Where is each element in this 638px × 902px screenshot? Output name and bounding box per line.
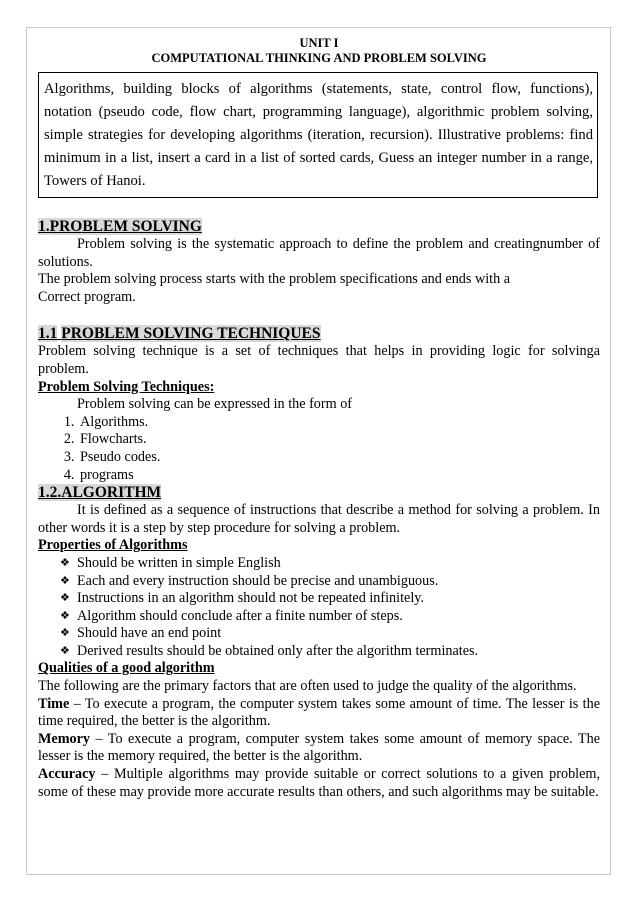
diamond-bullet-icon: ❖ — [60, 574, 70, 587]
paragraph-technique-intro: Problem solving can be expressed in the form of — [77, 396, 353, 413]
paragraph-time: Time – To execute a program, the computer system takes some amount of time. The lesser is the time required, the better is the algorithm. — [38, 695, 600, 730]
paragraph-correct-program: Correct program. — [38, 288, 136, 305]
diamond-bullet-icon: ❖ — [60, 592, 70, 605]
subheading-qualities: Qualities of a good algorithm — [38, 660, 215, 677]
paragraph-technique-def: Problem solving technique is a set of techniques that helps in providing logic for solvinga problem. — [38, 343, 600, 377]
diamond-bullet-icon: ❖ — [60, 609, 70, 622]
paragraph-algorithm-def: It is defined as a sequence of instructions that describe a method for solving a problem. In other words it is a step by step procedure for solving a problem. — [38, 502, 600, 536]
heading-text: ALGORITHM — [61, 484, 162, 502]
paragraph-definition: Problem solving is the systematic approach to define the problem and creatingnumber of solutions. — [38, 236, 600, 270]
unit-title: COMPUTATIONAL THINKING AND PROBLEM SOLVING — [151, 51, 487, 65]
list-item: ❖ Algorithm should conclude after a finite number of steps. — [60, 607, 403, 624]
list-item: 4. programs — [78, 467, 600, 485]
heading-text: PROBLEM SOLVING — [49, 218, 202, 235]
heading-algorithm — [38, 484, 600, 502]
heading-text: PROBLEM SOLVING TECHNIQUES — [61, 325, 321, 343]
subheading-properties: Properties of Algorithms — [38, 537, 188, 554]
list-item: ❖ Derived results should be obtained only after the algorithm terminates. — [60, 642, 479, 659]
heading-techniques — [38, 325, 600, 343]
diamond-bullet-icon: ❖ — [60, 644, 70, 657]
diamond-bullet-icon: ❖ — [60, 556, 70, 569]
heading-number: 1.2. — [38, 484, 62, 502]
list-item: ❖ Should have an end point — [60, 625, 222, 642]
paragraph-qualities-intro: The following are the primary factors that are often used to judge the quality of the algorithms. — [38, 678, 577, 695]
syllabus-box: Algorithms, building blocks of algorithms (statements, state, control flow, functions), notation (pseudo code, flow chart, programming language), algorithmic problem solving, simple strategies for developing algorithms (iteration, recursion). Illustrative problems: find minimum in a list, insert a card in a list of sorted cards, Guess an integer number in a range, Towers of Hanoi. — [38, 72, 598, 198]
paragraph-process: The problem solving process starts with the problem specifications and ends with a — [38, 271, 511, 288]
list-item: ❖ Instructions in an algorithm should not be repeated infinitely. — [60, 590, 424, 607]
list-item: ❖ Should be written in simple English — [60, 554, 281, 571]
list-item: 1. Algorithms. — [78, 414, 600, 432]
subheading-techniques: Problem Solving Techniques: — [38, 378, 215, 395]
unit-label: UNIT I — [299, 36, 339, 50]
list-item: ❖ Each and every instruction should be precise and unambiguous. — [60, 572, 439, 589]
heading-problem-solving — [38, 218, 600, 236]
diamond-bullet-icon: ❖ — [60, 627, 70, 640]
heading-number: 1. — [38, 218, 50, 235]
paragraph-accuracy: Accuracy – Multiple algorithms may provide suitable or correct solutions to a given problem, some of these may provide more accurate results than others, and such algorithms may be suitable. — [38, 766, 600, 800]
properties-list — [38, 555, 600, 661]
technique-list — [38, 414, 600, 484]
document-content — [38, 36, 600, 801]
list-item: 2. Flowcharts. — [78, 431, 600, 449]
paragraph-memory: Memory – To execute a program, computer system takes some amount of memory space. The lesser is the memory required, the better is the algorithm. — [38, 730, 600, 765]
list-item: 3. Pseudo codes. — [78, 449, 600, 467]
heading-number: 1.1 — [38, 325, 58, 343]
